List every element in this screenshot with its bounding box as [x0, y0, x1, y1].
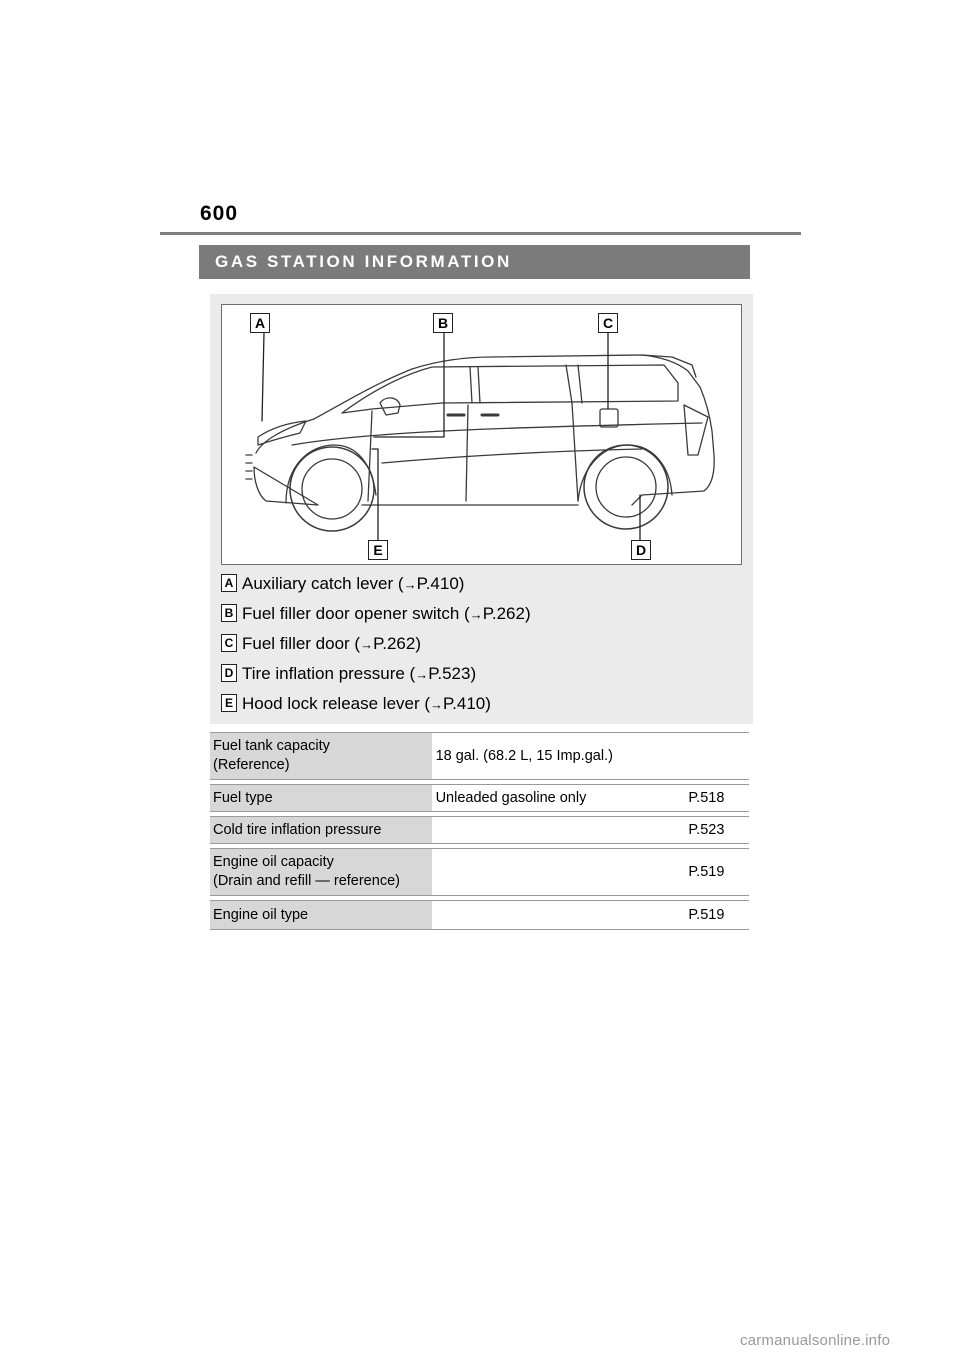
legend-label: Auxiliary catch lever (: [242, 574, 404, 593]
legend-key: D: [221, 664, 237, 682]
arrow-right-icon: →: [469, 607, 483, 622]
spec-value: [432, 817, 686, 844]
spec-page-reference: P.518: [685, 785, 749, 812]
table-row: [210, 733, 749, 780]
legend-key: B: [221, 604, 237, 622]
callout-e: E: [368, 540, 388, 560]
section-title: GAS STATION INFORMATION: [199, 245, 750, 279]
legend-item-e: [210, 692, 750, 716]
arrow-right-icon: →: [403, 577, 417, 592]
legend-item-a: [210, 572, 750, 596]
vehicle-illustration: [221, 304, 742, 565]
header-rule: [160, 232, 801, 235]
arrow-right-icon: →: [415, 667, 429, 682]
table-row: [210, 849, 749, 896]
minivan-side-view: [222, 305, 741, 564]
table-row: [210, 817, 749, 844]
legend-item-d: [210, 662, 750, 686]
legend-item-c: [210, 632, 750, 656]
arrow-right-icon: →: [360, 637, 374, 652]
page-reference: P.523): [428, 664, 477, 683]
spec-label: Engine oil capacity (Drain and refill — reference): [210, 849, 432, 896]
spec-page-reference: P.519: [685, 849, 749, 896]
table-row: [210, 901, 749, 930]
spec-value: [432, 849, 686, 896]
legend-key: A: [221, 574, 237, 592]
legend-label: Fuel filler door (: [242, 634, 361, 653]
legend-item-b: [210, 602, 750, 626]
info-panel: [210, 294, 753, 724]
spec-label: Engine oil type: [210, 901, 432, 930]
arrow-right-icon: →: [430, 697, 444, 712]
callout-b: B: [433, 313, 453, 333]
spec-value: [432, 901, 686, 930]
spec-value: Unleaded gasoline only: [432, 785, 686, 812]
page-reference: P.410): [416, 574, 465, 593]
watermark: carmanualsonline.info: [740, 1332, 891, 1349]
callout-a: A: [250, 313, 270, 333]
page-reference: P.262): [373, 634, 422, 653]
spec-label: Fuel type: [210, 785, 432, 812]
page-reference: P.262): [482, 604, 531, 623]
page-number: 600: [200, 202, 239, 225]
legend-label: Tire inflation pressure (: [242, 664, 416, 683]
spec-page-reference: P.519: [685, 901, 749, 930]
spec-label: Fuel tank capacity (Reference): [210, 733, 432, 780]
legend-key: E: [221, 694, 237, 712]
legend-label: Hood lock release lever (: [242, 694, 431, 713]
spec-label: Cold tire inflation pressure: [210, 817, 432, 844]
spec-value: 18 gal. (68.2 L, 15 Imp.gal.): [432, 733, 749, 780]
gas-station-spec-table: [210, 732, 749, 930]
spec-page-reference: P.523: [685, 817, 749, 844]
legend-label: Fuel filler door opener switch (: [242, 604, 470, 623]
callout-c: C: [598, 313, 618, 333]
legend-key: C: [221, 634, 237, 652]
table-row: [210, 785, 749, 812]
page-reference: P.410): [443, 694, 491, 713]
callout-d: D: [631, 540, 651, 560]
